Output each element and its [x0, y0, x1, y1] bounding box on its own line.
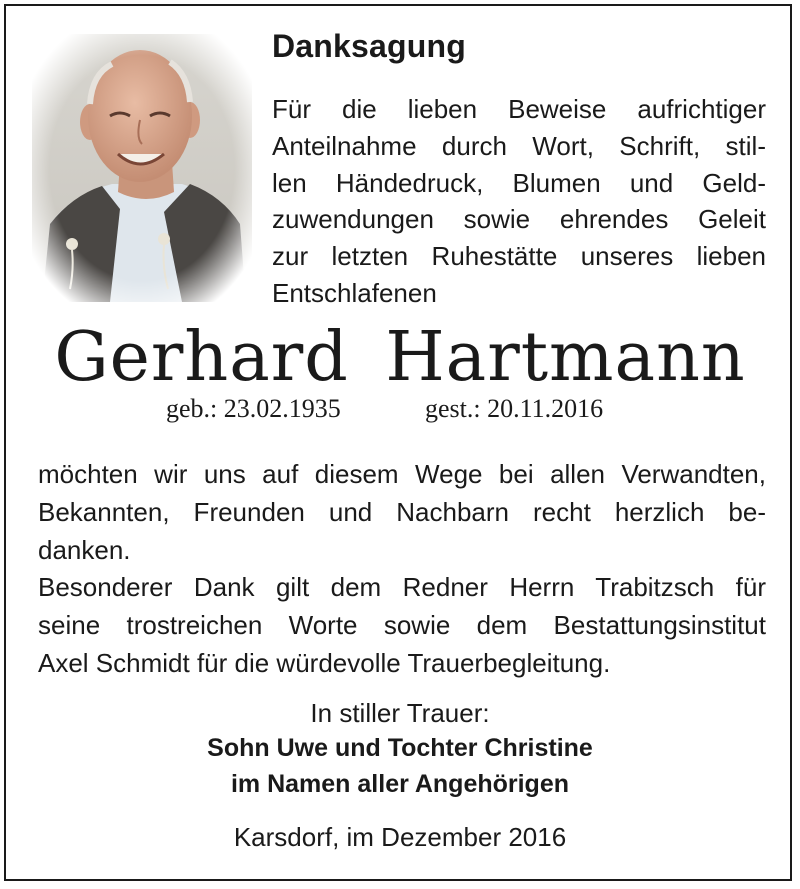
thanks-paragraph	[38, 455, 766, 569]
intro-line: Entschlafenen	[272, 277, 437, 308]
intro-line: Für die lieben Beweise aufrichtiger	[272, 94, 766, 124]
intro-line: len Händedruck, Blumen und Geld-	[272, 167, 766, 198]
mourning-line: In stiller Trauer:	[310, 698, 490, 728]
intro-line: zuwendungen sowie ehrendes Geleit	[272, 204, 766, 235]
paragraph-line: Axel Schmidt für die würdevolle Trauerbegleitung.	[38, 648, 611, 678]
paragraph-line: seine trostreichen Worte sowie dem Bestattungsinstitut	[38, 610, 766, 640]
portrait-photo	[32, 34, 252, 302]
intro-line: Anteilnahme durch Wort, Schrift, stil-	[272, 130, 766, 161]
place-date: Karsdorf, im Dezember 2016	[233, 822, 567, 852]
signatories: Sohn Uwe und Tochter Christine	[207, 734, 593, 762]
paragraph-line: Bekannten, Freunden und Nachbarn recht herzlich be-	[38, 497, 766, 527]
paragraph-line: Besonderer Dank gilt dem Redner Herrn Trabitzsch für	[38, 572, 766, 602]
intro-text	[272, 91, 766, 312]
paragraph-line: danken.	[38, 535, 131, 565]
deceased-name: Gerhard Hartmann	[54, 318, 746, 397]
intro-line: zur letzten Ruhestätte unseres lieben	[272, 241, 766, 272]
death-date: gest.: 20.11.2016	[425, 394, 604, 423]
heading-danksagung: Danksagung	[272, 28, 467, 64]
birth-date: geb.: 23.02.1935	[166, 394, 341, 423]
signatories-relatives: im Namen aller Angehörigen	[230, 770, 570, 798]
special-thanks-paragraph	[38, 568, 766, 682]
paragraph-line: möchten wir uns auf diesem Wege bei allen Verwandten,	[38, 459, 766, 489]
